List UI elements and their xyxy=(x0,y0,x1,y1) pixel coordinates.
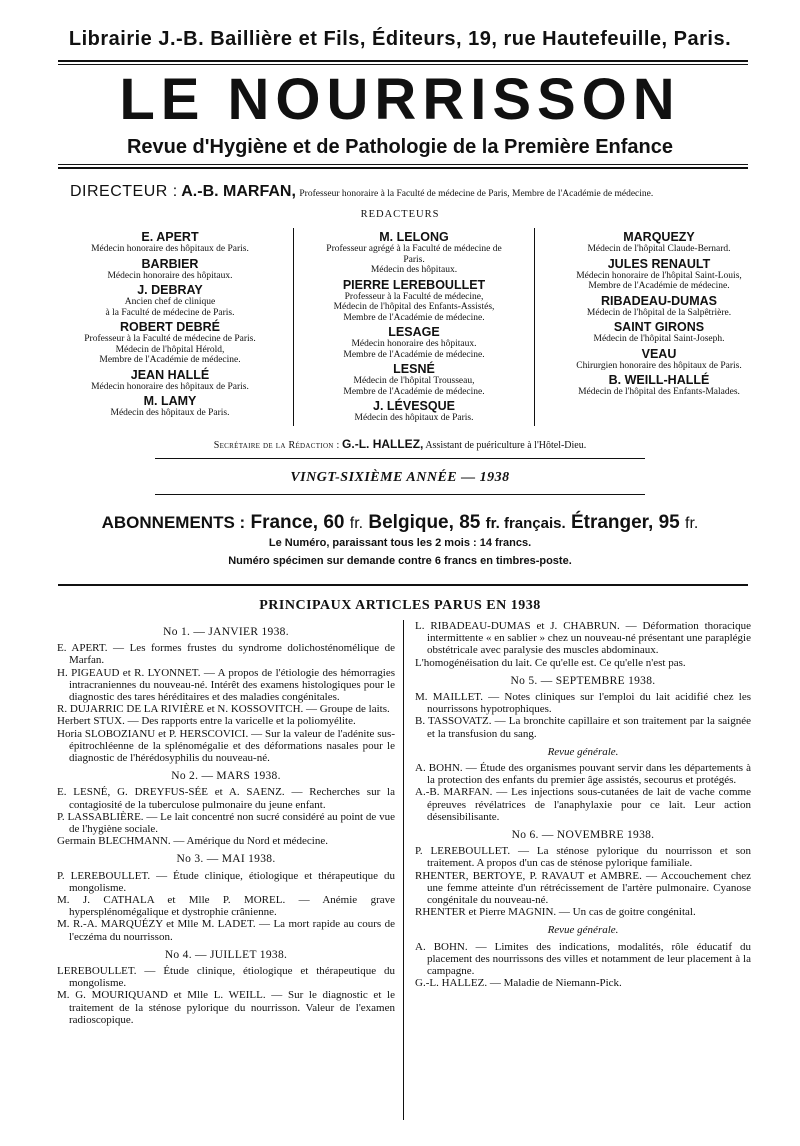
editor-description: Médecin de l'hôpital Trousseau, xyxy=(353,376,475,386)
editor-description: Chirurgien honoraire des hôpitaux de Paris. xyxy=(576,360,742,371)
article-entry: E. APERT. — Les formes frustes du syndrome dolichosténomélique de Marfan. xyxy=(57,642,395,667)
france-price: 60 xyxy=(323,512,345,533)
editor-description: Médecin de l'hôpital de la Salpêtrière. xyxy=(586,307,732,318)
top-rule xyxy=(58,60,748,65)
secretaire-name: G.-L. HALLEZ, xyxy=(342,437,424,451)
article-entry: A.-B. MARFAN. — Les injections sous-cutanées de lait de vache comme épreuves révélatrices de l'anaphylaxie pour ce lait. Leur action désensibilisante. xyxy=(415,786,751,823)
editor-name: E. APERT xyxy=(141,230,199,244)
editor-name: BARBIER xyxy=(141,256,199,271)
journal-title: LE NOURRISSON xyxy=(119,67,681,132)
column-divider xyxy=(403,620,404,1120)
secretaire-description: Assistant de puériculture à l'Hôtel-Dieu. xyxy=(425,440,587,451)
article-entry: M. R.-A. MARQUÉZY et Mlle M. LADET. — La mort rapide au cours de l'eczéma du nourrisson. xyxy=(57,918,395,943)
director-name: A.-B. MARFAN, xyxy=(181,183,296,200)
france-label: France, xyxy=(250,512,319,533)
editor-description: Membre de l'Académie de médecine. xyxy=(588,281,730,291)
article-entry: Germain BLECHMANN. — Amérique du Nord et médecine. xyxy=(57,835,328,848)
editors-block xyxy=(55,228,775,428)
editor-description: Membre de l'Académie de médecine. xyxy=(343,312,485,323)
editor-description: Professeur agrégé à la Faculté de médecine de xyxy=(326,244,502,254)
etranger-label: Étranger, xyxy=(570,512,654,533)
editor-name: J. LÉVESQUE xyxy=(373,399,455,413)
editor-name: ROBERT DEBRÉ xyxy=(119,320,220,334)
editor-description: Médecin honoraire des hôpitaux. xyxy=(351,339,477,349)
editor-name: PIERRE LEREBOULLET xyxy=(342,277,486,292)
secretaire-label: Secrétaire de la Rédaction : xyxy=(213,440,340,451)
articles-left-column xyxy=(57,620,395,1026)
editor-description: Médecin honoraire des hôpitaux de Paris. xyxy=(91,244,249,254)
editors-column-3 xyxy=(539,228,779,428)
editor-description: Médecin des hôpitaux de Paris. xyxy=(354,413,474,423)
redacteurs-heading: REDACTEURS xyxy=(360,209,440,220)
editor-name: LESAGE xyxy=(388,325,440,339)
article-entry: B. TASSOVATZ. — La bronchite capillaire et son traitement par la saignée et la transfusion du sang. xyxy=(415,715,751,740)
articles-rule xyxy=(58,584,748,586)
issue-heading: No 6. — NOVEMBRE 1938. xyxy=(511,829,655,842)
editor-description: Ancien chef de clinique xyxy=(124,297,216,307)
belgique-label: Belgique, xyxy=(368,512,454,533)
editors-column-2 xyxy=(293,228,535,426)
editor-description: Médecin honoraire de l'hôpital Saint-Louis, xyxy=(576,270,742,281)
article-entry: Horia SLOBOZIANU et P. HERSCOVICI. — Sur la valeur de l'adénite sus-épitrochléenne de la splénomégalie et des déformations nasales pour le diagnostic de l'hérédosyphilis du nouveau-né. xyxy=(57,727,395,765)
article-entry: R. DUJARRIC DE LA RIVIÈRE et N. KOSSOVITCH. — Groupe de laits. xyxy=(57,703,390,716)
editor-name: LESNÉ xyxy=(393,362,435,376)
editor-description: Professeur à la Faculté de médecine, xyxy=(344,291,484,302)
article-entry: A. BOHN. — Étude des organismes pouvant servir dans les départements à la protection des enfants du premier âge assistés, secourus et protégés. xyxy=(415,762,751,787)
article-entry: P. LEREBOULLET. — Étude clinique, étiologique et thérapeutique du mongolisme. xyxy=(57,869,395,894)
director-label: DIRECTEUR : xyxy=(70,183,178,200)
article-entry: G.-L. HALLEZ. — Maladie de Niemann-Pick. xyxy=(415,977,622,990)
article-entry: Herbert STUX. — Des rapports entre la varicelle et la poliomyélite. xyxy=(57,715,356,728)
editor-description: Médecin de l'hôpital des Enfants-Malades. xyxy=(578,387,740,397)
editor-description: Membre de l'Académie de médecine. xyxy=(343,349,485,360)
editors-column-1 xyxy=(55,228,285,428)
etranger-unit: fr. xyxy=(685,515,699,532)
article-entry: P. LEREBOULLET. — La sténose pylorique du nourrisson et son traitement. A propos d'un cas de sténose pylorique familiale. xyxy=(415,845,751,870)
journal-subtitle: Revue d'Hygiène et de Pathologie de la Première Enfance xyxy=(126,136,674,158)
article-entry: L. RIBADEAU-DUMAS et J. CHABRUN. — Déformation thoracique intermittente « en sablier » chez un nouveau-né présentant une paraplégie obstétricale avec paralysie des muscles abdominaux. xyxy=(415,620,751,657)
editor-description: Médecin des hôpitaux de Paris. xyxy=(110,408,230,418)
year-rule-top xyxy=(155,458,645,459)
editor-description: Médecin de l'hôpital Hérold, xyxy=(115,344,225,355)
editor-description: Professeur à la Faculté de médecine de Paris. xyxy=(84,334,256,344)
editor-name: SAINT GIRONS xyxy=(613,320,705,334)
article-entry: M. G. MOURIQUAND et Mlle L. WEILL. — Sur le diagnostic et le traitement de la sténose pylorique du nourrisson. Valeur de l'examen radioscopique. xyxy=(57,989,395,1026)
article-entry: LEREBOULLET. — Étude clinique, étiologique et thérapeutique du mongolisme. xyxy=(57,965,395,990)
editor-name: J. DEBRAY xyxy=(137,283,203,297)
belgique-price: 85 xyxy=(459,512,481,533)
revue-generale-heading: Revue générale. xyxy=(547,745,619,758)
editor-name: VEAU xyxy=(641,346,677,361)
belgique-unit: fr. français. xyxy=(485,515,566,532)
editor-name: M. LELONG xyxy=(379,230,449,244)
issue-heading: No 5. — SEPTEMBRE 1938. xyxy=(510,674,656,687)
editor-name: JULES RENAULT xyxy=(607,256,711,271)
subscriptions-line xyxy=(0,512,800,534)
revue-generale-heading: Revue générale. xyxy=(547,924,619,937)
article-entry: RHENTER, BERTOYE, P. RAVAUT et AMBRE. — Accouchement chez une femme atteinte d'un rétrécissement de l'artère pulmonaire. Cyanose congénitale du nouveau-né. xyxy=(415,869,751,907)
editor-description: à la Faculté de médecine de Paris. xyxy=(105,307,235,318)
editor-description: Paris. xyxy=(403,254,425,265)
article-entry: M. MAILLET. — Notes cliniques sur l'emploi du lait acidifié chez les nourrissons hypotrophiques. xyxy=(415,691,751,716)
secretaire-line xyxy=(0,437,800,451)
editor-name: M. LAMY xyxy=(143,394,197,408)
etranger-price: 95 xyxy=(658,512,680,533)
article-entry: E. LESNÉ, G. DREYFUS-SÉE et A. SAENZ. — Recherches sur la contagiosité de la tuberculose pulmonaire du jeune enfant. xyxy=(57,786,395,811)
editor-description: Membre de l'Académie de médecine. xyxy=(343,386,485,397)
issue-heading: No 4. — JUILLET 1938. xyxy=(164,948,288,961)
numero-line: Le Numéro, paraissant tous les 2 mois : 14 francs. xyxy=(268,537,532,549)
year-rule-bottom xyxy=(155,494,645,495)
director-description: Professeur honoraire à la Faculté de médecine de Paris, Membre de l'Académie de médecine. xyxy=(299,189,654,199)
publisher-line: Librairie J.-B. Baillière et Fils, Éditeurs, 19, rue Hautefeuille, Paris. xyxy=(68,28,732,50)
article-entry: H. PIGEAUD et R. LYONNET. — A propos de l'étiologie des hémorragies intracraniennes du nouveau-né. Intérêt des examens histologiques pour le diagnostic des tares héréditaires et des maladies congénitales. xyxy=(57,666,395,704)
article-entry: P. LASSABLIÈRE. — Le lait concentré non sucré considéré au point de vue de l'hygiène sociale. xyxy=(57,810,395,836)
article-entry: L'homogénéisation du lait. Ce qu'elle est. Ce qu'elle n'est pas. xyxy=(415,656,686,669)
specimen-line: Numéro spécimen sur demande contre 6 francs en timbres-poste. xyxy=(228,555,572,567)
issue-heading: No 2. — MARS 1938. xyxy=(171,770,281,783)
director-line xyxy=(70,183,780,201)
article-entry: A. BOHN. — Limites des indications, modalités, rôle éducatif du placement des nourrissons des villes et notamment de leur placement à la campagne. xyxy=(415,940,751,978)
editor-description: Membre de l'Académie de médecine. xyxy=(99,355,241,365)
issue-heading: No 1. — JANVIER 1938. xyxy=(163,626,289,638)
editor-description: Médecin de l'hôpital Saint-Joseph. xyxy=(593,334,725,344)
articles-title: PRINCIPAUX ARTICLES PARUS EN 1938 xyxy=(259,598,541,613)
editor-description: Médecin des hôpitaux. xyxy=(370,265,458,275)
issue-heading: No 3. — MAI 1938. xyxy=(176,853,276,866)
editor-description: Médecin honoraire des hôpitaux de Paris. xyxy=(91,381,249,392)
france-unit: fr. xyxy=(349,515,364,532)
editor-description: Médecin honoraire des hôpitaux. xyxy=(107,270,233,281)
editor-description: Médecin de l'hôpital des Enfants-Assistés, xyxy=(333,302,495,312)
masthead-rule xyxy=(58,164,748,169)
editor-name: B. WEILL-HALLÉ xyxy=(608,373,710,387)
article-entry: M. J. CATHALA et Mlle P. MOREL. — Anémie grave hypersplénomégalique et dystrophie crânienne. xyxy=(57,894,395,919)
articles-right-column xyxy=(415,620,751,989)
article-entry: RHENTER et Pierre MAGNIN. — Un cas de goitre congénital. xyxy=(415,906,696,919)
editor-name: JEAN HALLÉ xyxy=(130,367,210,382)
editor-name: RIBADEAU-DUMAS xyxy=(601,293,717,308)
subscriptions-label: ABONNEMENTS : xyxy=(101,513,246,532)
editor-description: Médecin de l'hôpital Claude-Bernard. xyxy=(587,244,731,254)
editor-name: MARQUEZY xyxy=(623,230,695,244)
year-line: VINGT-SIXIÈME ANNÉE — 1938 xyxy=(290,470,510,485)
